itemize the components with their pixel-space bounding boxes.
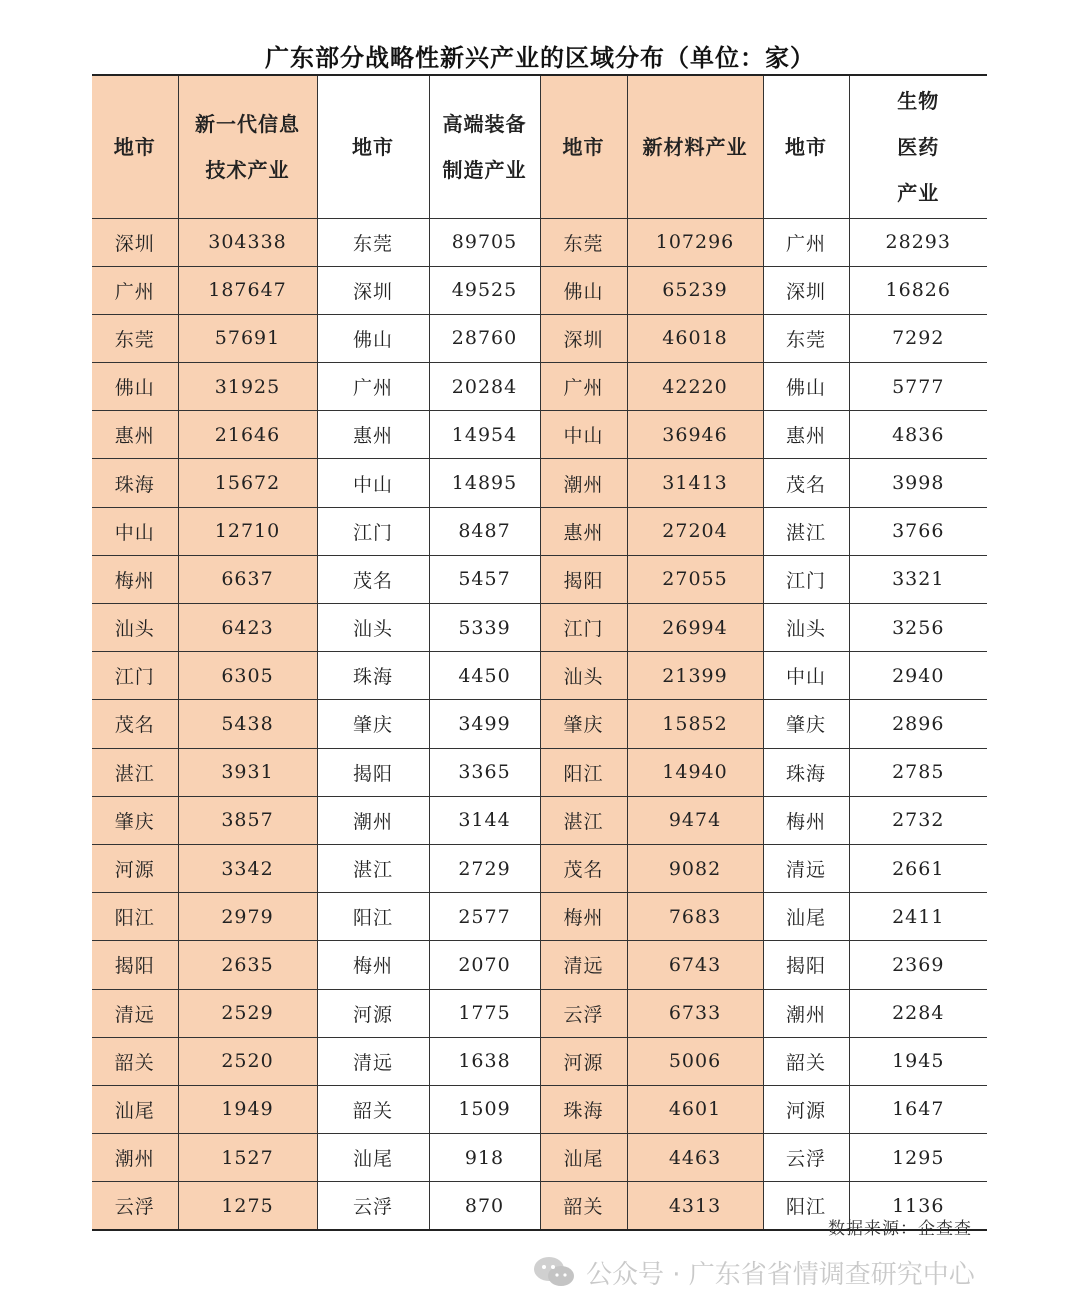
watermark	[532, 1250, 975, 1294]
city-cell: 河源	[540, 1037, 627, 1085]
count-cell: 4836	[849, 411, 987, 459]
city-cell: 湛江	[92, 748, 178, 796]
city-cell: 佛山	[317, 314, 429, 362]
count-cell: 9082	[627, 844, 763, 892]
count-cell: 36946	[627, 411, 763, 459]
header-equip-line2: 制造产业	[442, 157, 527, 182]
count-cell: 27204	[627, 507, 763, 555]
table-row	[92, 796, 987, 844]
city-cell: 东莞	[317, 218, 429, 266]
count-cell: 4313	[627, 1182, 763, 1230]
header-city-1: 地市	[92, 75, 178, 218]
city-cell: 潮州	[540, 459, 627, 507]
count-cell: 918	[429, 1134, 540, 1182]
header-row	[92, 75, 987, 218]
header-ict-line1: 新一代信息	[195, 111, 300, 136]
city-cell: 肇庆	[763, 700, 849, 748]
city-cell: 中山	[317, 459, 429, 507]
city-cell: 深圳	[317, 266, 429, 314]
count-cell: 2520	[178, 1037, 317, 1085]
city-cell: 河源	[317, 989, 429, 1037]
count-cell: 2577	[429, 893, 540, 941]
city-cell: 云浮	[540, 989, 627, 1037]
count-cell: 1136	[849, 1182, 987, 1230]
city-cell: 汕尾	[763, 893, 849, 941]
city-cell: 清远	[92, 989, 178, 1037]
table-body	[92, 218, 987, 1230]
table-title: 广东部分战略性新兴产业的区域分布（单位：家）	[265, 43, 815, 72]
count-cell: 6423	[178, 604, 317, 652]
table-row	[92, 604, 987, 652]
table-row	[92, 555, 987, 603]
table-row	[92, 1134, 987, 1182]
count-cell: 1647	[849, 1085, 987, 1133]
city-cell: 云浮	[92, 1182, 178, 1230]
count-cell: 870	[429, 1182, 540, 1230]
count-cell: 6637	[178, 555, 317, 603]
city-cell: 珠海	[317, 652, 429, 700]
city-cell: 东莞	[92, 314, 178, 362]
table-row	[92, 652, 987, 700]
city-cell: 潮州	[763, 989, 849, 1037]
city-cell: 河源	[92, 844, 178, 892]
count-cell: 3342	[178, 844, 317, 892]
city-cell: 汕尾	[92, 1085, 178, 1133]
city-cell: 深圳	[540, 314, 627, 362]
header-ict	[178, 75, 317, 218]
city-cell: 汕头	[540, 652, 627, 700]
count-cell: 3365	[429, 748, 540, 796]
count-cell: 3144	[429, 796, 540, 844]
count-cell: 14954	[429, 411, 540, 459]
count-cell: 2732	[849, 796, 987, 844]
count-cell: 1638	[429, 1037, 540, 1085]
count-cell: 2785	[849, 748, 987, 796]
city-cell: 梅州	[92, 555, 178, 603]
city-cell: 惠州	[540, 507, 627, 555]
count-cell: 14895	[429, 459, 540, 507]
count-cell: 2661	[849, 844, 987, 892]
table-row	[92, 459, 987, 507]
count-cell: 5339	[429, 604, 540, 652]
city-cell: 汕尾	[540, 1134, 627, 1182]
table-row	[92, 700, 987, 748]
count-cell: 42220	[627, 363, 763, 411]
count-cell: 49525	[429, 266, 540, 314]
city-cell: 茂名	[92, 700, 178, 748]
table-row	[92, 507, 987, 555]
table-row	[92, 989, 987, 1037]
city-cell: 梅州	[763, 796, 849, 844]
count-cell: 2896	[849, 700, 987, 748]
header-equip	[429, 75, 540, 218]
count-cell: 7683	[627, 893, 763, 941]
city-cell: 中山	[763, 652, 849, 700]
city-cell: 惠州	[92, 411, 178, 459]
city-cell: 汕头	[317, 604, 429, 652]
count-cell: 57691	[178, 314, 317, 362]
city-cell: 佛山	[763, 363, 849, 411]
count-cell: 14940	[627, 748, 763, 796]
table-row	[92, 941, 987, 989]
count-cell: 21646	[178, 411, 317, 459]
table-row	[92, 1085, 987, 1133]
city-cell: 江门	[763, 555, 849, 603]
count-cell: 8487	[429, 507, 540, 555]
city-cell: 深圳	[763, 266, 849, 314]
count-cell: 6305	[178, 652, 317, 700]
city-cell: 湛江	[540, 796, 627, 844]
count-cell: 4601	[627, 1085, 763, 1133]
city-cell: 梅州	[317, 941, 429, 989]
table-row	[92, 1037, 987, 1085]
table-row	[92, 411, 987, 459]
count-cell: 89705	[429, 218, 540, 266]
city-cell: 珠海	[763, 748, 849, 796]
count-cell: 2411	[849, 893, 987, 941]
count-cell: 3766	[849, 507, 987, 555]
header-material: 新材料产业	[627, 75, 763, 218]
city-cell: 珠海	[540, 1085, 627, 1133]
city-cell: 潮州	[317, 796, 429, 844]
city-cell: 韶关	[92, 1037, 178, 1085]
city-cell: 珠海	[92, 459, 178, 507]
watermark-text: 公众号 · 广东省省情调查研究中心	[586, 1259, 975, 1290]
count-cell: 1945	[849, 1037, 987, 1085]
count-cell: 304338	[178, 218, 317, 266]
count-cell: 65239	[627, 266, 763, 314]
count-cell: 20284	[429, 363, 540, 411]
count-cell: 2369	[849, 941, 987, 989]
industry-distribution-table	[92, 74, 987, 1231]
count-cell: 12710	[178, 507, 317, 555]
city-cell: 云浮	[317, 1182, 429, 1230]
city-cell: 惠州	[763, 411, 849, 459]
header-bio	[849, 75, 987, 218]
count-cell: 5457	[429, 555, 540, 603]
table-row	[92, 844, 987, 892]
city-cell: 广州	[763, 218, 849, 266]
city-cell: 韶关	[540, 1182, 627, 1230]
city-cell: 佛山	[92, 363, 178, 411]
city-cell: 阳江	[763, 1182, 849, 1230]
city-cell: 深圳	[92, 218, 178, 266]
city-cell: 揭阳	[763, 941, 849, 989]
city-cell: 肇庆	[92, 796, 178, 844]
city-cell: 汕头	[92, 604, 178, 652]
city-cell: 河源	[763, 1085, 849, 1133]
data-source-note: 数据来源：企查查	[828, 1219, 972, 1239]
header-ict-line2: 技术产业	[205, 157, 290, 182]
count-cell: 2729	[429, 844, 540, 892]
count-cell: 3998	[849, 459, 987, 507]
count-cell: 5777	[849, 363, 987, 411]
count-cell: 1275	[178, 1182, 317, 1230]
city-cell: 汕头	[763, 604, 849, 652]
header-city-2: 地市	[317, 75, 429, 218]
header-bio-line2: 医药	[897, 134, 940, 159]
city-cell: 潮州	[92, 1134, 178, 1182]
city-cell: 茂名	[763, 459, 849, 507]
city-cell: 云浮	[763, 1134, 849, 1182]
city-cell: 江门	[317, 507, 429, 555]
count-cell: 15852	[627, 700, 763, 748]
count-cell: 187647	[178, 266, 317, 314]
count-cell: 2940	[849, 652, 987, 700]
count-cell: 16826	[849, 266, 987, 314]
count-cell: 31925	[178, 363, 317, 411]
count-cell: 2284	[849, 989, 987, 1037]
table-row	[92, 748, 987, 796]
count-cell: 28293	[849, 218, 987, 266]
wechat-icon	[532, 1254, 576, 1290]
city-cell: 阳江	[92, 893, 178, 941]
count-cell: 7292	[849, 314, 987, 362]
count-cell: 5006	[627, 1037, 763, 1085]
count-cell: 2070	[429, 941, 540, 989]
count-cell: 2529	[178, 989, 317, 1037]
count-cell: 3857	[178, 796, 317, 844]
count-cell: 3321	[849, 555, 987, 603]
city-cell: 肇庆	[317, 700, 429, 748]
count-cell: 6743	[627, 941, 763, 989]
header-city-4: 地市	[763, 75, 849, 218]
header-equip-line1: 高端装备	[442, 111, 527, 136]
count-cell: 3256	[849, 604, 987, 652]
count-cell: 46018	[627, 314, 763, 362]
city-cell: 清远	[763, 844, 849, 892]
count-cell: 27055	[627, 555, 763, 603]
city-cell: 广州	[540, 363, 627, 411]
table-row	[92, 218, 987, 266]
city-cell: 茂名	[540, 844, 627, 892]
count-cell: 4463	[627, 1134, 763, 1182]
count-cell: 31413	[627, 459, 763, 507]
count-cell: 1949	[178, 1085, 317, 1133]
count-cell: 9474	[627, 796, 763, 844]
city-cell: 阳江	[317, 893, 429, 941]
count-cell: 3499	[429, 700, 540, 748]
city-cell: 佛山	[540, 266, 627, 314]
count-cell: 2635	[178, 941, 317, 989]
city-cell: 清远	[540, 941, 627, 989]
count-cell: 1509	[429, 1085, 540, 1133]
count-cell: 3931	[178, 748, 317, 796]
city-cell: 江门	[92, 652, 178, 700]
header-bio-line3: 产业	[897, 180, 940, 205]
count-cell: 1295	[849, 1134, 987, 1182]
header-bio-line1: 生物	[897, 88, 940, 113]
city-cell: 东莞	[540, 218, 627, 266]
table-row	[92, 893, 987, 941]
table-row	[92, 266, 987, 314]
city-cell: 广州	[92, 266, 178, 314]
city-cell: 梅州	[540, 893, 627, 941]
header-city-3: 地市	[540, 75, 627, 218]
count-cell: 6733	[627, 989, 763, 1037]
count-cell: 4450	[429, 652, 540, 700]
count-cell: 21399	[627, 652, 763, 700]
city-cell: 湛江	[763, 507, 849, 555]
city-cell: 揭阳	[92, 941, 178, 989]
table-row	[92, 363, 987, 411]
count-cell: 107296	[627, 218, 763, 266]
city-cell: 惠州	[317, 411, 429, 459]
city-cell: 肇庆	[540, 700, 627, 748]
city-cell: 广州	[317, 363, 429, 411]
city-cell: 清远	[317, 1037, 429, 1085]
city-cell: 江门	[540, 604, 627, 652]
count-cell: 1527	[178, 1134, 317, 1182]
city-cell: 中山	[92, 507, 178, 555]
city-cell: 韶关	[763, 1037, 849, 1085]
city-cell: 揭阳	[540, 555, 627, 603]
table-row	[92, 314, 987, 362]
city-cell: 茂名	[317, 555, 429, 603]
city-cell: 韶关	[317, 1085, 429, 1133]
city-cell: 东莞	[763, 314, 849, 362]
count-cell: 5438	[178, 700, 317, 748]
city-cell: 揭阳	[317, 748, 429, 796]
count-cell: 26994	[627, 604, 763, 652]
count-cell: 15672	[178, 459, 317, 507]
count-cell: 28760	[429, 314, 540, 362]
city-cell: 阳江	[540, 748, 627, 796]
count-cell: 2979	[178, 893, 317, 941]
city-cell: 汕尾	[317, 1134, 429, 1182]
city-cell: 湛江	[317, 844, 429, 892]
city-cell: 中山	[540, 411, 627, 459]
count-cell: 1775	[429, 989, 540, 1037]
